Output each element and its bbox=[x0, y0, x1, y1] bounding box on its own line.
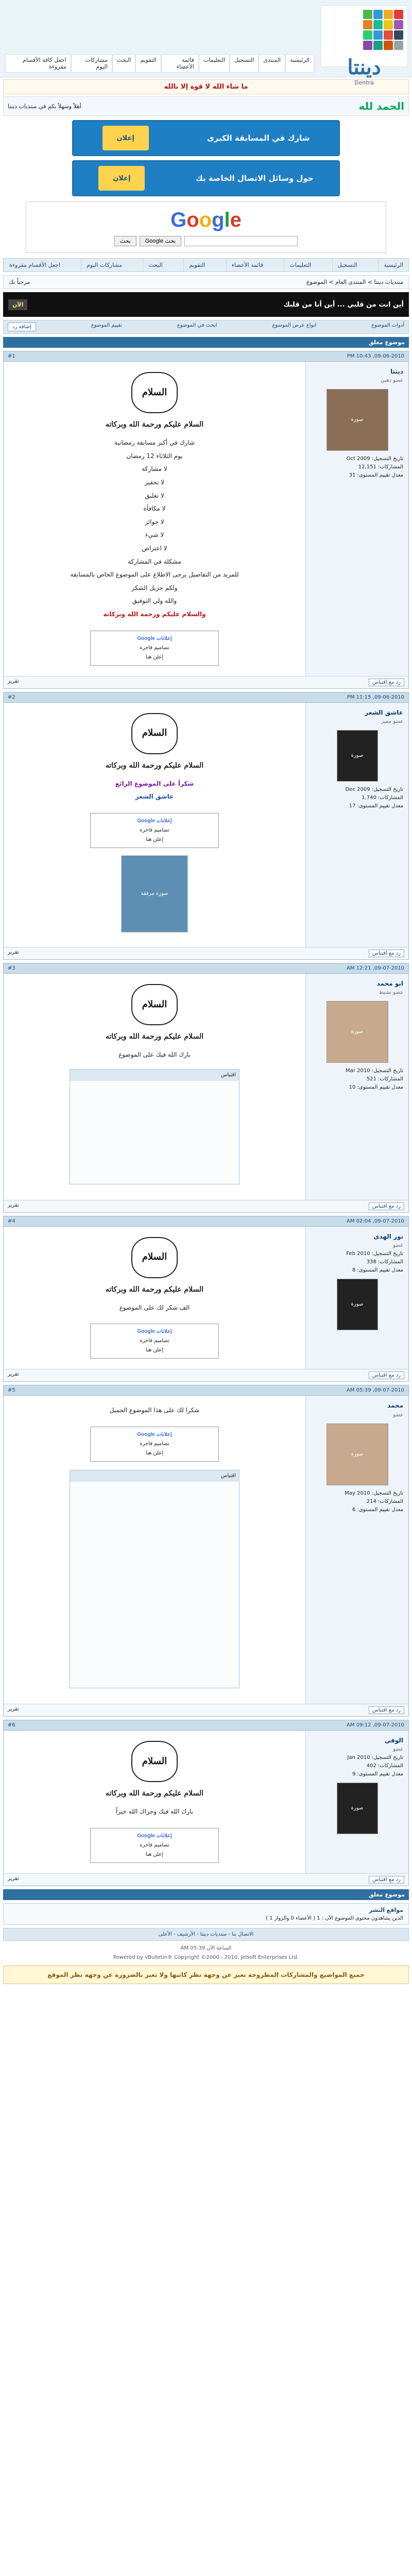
welcome-title: الحمد لله bbox=[358, 100, 404, 112]
post-footer bbox=[4, 1369, 408, 1381]
report-button[interactable]: تقرير bbox=[8, 1706, 19, 1713]
greeting: السلام عليكم ورحمة الله وبركاته bbox=[105, 1285, 204, 1294]
post-line: لا تحفيز bbox=[144, 478, 165, 486]
quote-reply-button[interactable]: رد مع اقتباس bbox=[369, 1876, 404, 1884]
post-date: 09-06-2010, 10:43 PM bbox=[347, 353, 404, 359]
ad-brand: إعلانات Google bbox=[137, 1329, 172, 1335]
user-reputation: معدل تقييم المستوى: 17 bbox=[349, 803, 403, 809]
post-line: بارك الله فيك وجزاك الله خيراً bbox=[115, 1808, 194, 1816]
ad-banner-text: شارك في المسابقة الكبرى bbox=[207, 133, 310, 143]
user-reputation: معدل تقييم المستوى: 6 bbox=[352, 1506, 403, 1513]
navbar-item[interactable]: التقويم bbox=[183, 259, 210, 272]
username[interactable]: نور الهدى bbox=[373, 1232, 403, 1240]
post-line: لا شيء bbox=[145, 531, 164, 539]
quote-header: اقتباس bbox=[70, 1070, 239, 1081]
post-footer bbox=[4, 947, 408, 959]
post-line: لا مشاركة bbox=[142, 465, 167, 473]
inline-ad[interactable] bbox=[90, 1324, 219, 1359]
quote-block bbox=[70, 1069, 239, 1184]
report-button[interactable]: تقرير bbox=[8, 1371, 19, 1378]
quote-reply-button[interactable]: رد مع اقتباس bbox=[369, 1371, 404, 1379]
header-nav-item[interactable]: مشاركات اليوم bbox=[71, 54, 112, 73]
post-line: شارك في أكبر مسابقة رمضانية bbox=[114, 439, 195, 447]
ad-brand: إعلانات Google bbox=[137, 635, 172, 641]
post bbox=[3, 963, 409, 1213]
navbar-item[interactable]: مشاركات اليوم bbox=[81, 259, 127, 272]
post-date: 09-07-2010, 02:04 AM bbox=[347, 1218, 404, 1224]
welcome-text: أهلاً وسهلاً بكم في منتديات دينتا bbox=[8, 103, 81, 110]
username[interactable]: الوفي bbox=[384, 1737, 403, 1744]
google-letter: o bbox=[199, 208, 212, 231]
ad-banner-text: حول وسائل الاتصال الخاصة بك bbox=[196, 174, 314, 183]
post-header bbox=[4, 963, 408, 974]
ad-brand: إعلانات Google bbox=[137, 818, 172, 824]
navbar-item[interactable]: قائمة الأعضاء bbox=[226, 259, 268, 272]
avatar: صورة bbox=[337, 1783, 378, 1834]
header-nav-item[interactable]: المنتدى bbox=[259, 54, 285, 73]
google-search-input[interactable] bbox=[184, 236, 298, 246]
ad-line: إعلن هنا bbox=[145, 1347, 164, 1353]
post-date: 09-07-2010, 09:12 AM bbox=[347, 1722, 404, 1728]
google-search-button[interactable]: بحث Google bbox=[140, 236, 182, 246]
ad-line: تصاميم فاخرة bbox=[140, 1842, 169, 1848]
post-footer bbox=[4, 676, 408, 688]
block-text: الذين يشاهدون محتوى الموضوع الآن : 1 ( الأعضاء 0 والزوار 1 ) bbox=[266, 1915, 403, 1921]
user-post-count: المشاركات: 214 bbox=[366, 1498, 403, 1504]
inline-ad[interactable] bbox=[90, 813, 219, 848]
post bbox=[3, 1216, 409, 1382]
post bbox=[3, 1385, 409, 1717]
thread-status-title-bottom: موضوع مغلق bbox=[3, 1889, 409, 1900]
logo-tile bbox=[384, 41, 393, 50]
breadcrumb-strip bbox=[3, 275, 409, 289]
avatar: صورة bbox=[327, 1001, 388, 1063]
logo-tile bbox=[384, 30, 393, 40]
news-ticker-time: الآن bbox=[8, 299, 27, 310]
post-line: والله ولي التوفيق bbox=[132, 597, 177, 605]
google-letter: G bbox=[170, 208, 187, 231]
logo-tile bbox=[373, 20, 383, 29]
post-number[interactable]: #1 bbox=[8, 353, 15, 359]
navbar-item[interactable]: الرئيسية bbox=[378, 259, 408, 272]
header-nav bbox=[5, 54, 314, 73]
user-join-date: تاريخ التسجيل: Dec 2009 bbox=[345, 786, 403, 792]
post-header bbox=[4, 1720, 408, 1731]
post-user-info bbox=[305, 362, 408, 676]
user-post-count: المشاركات: 12,151 bbox=[358, 464, 403, 470]
ad-logo: إعلان bbox=[98, 166, 145, 191]
post-content bbox=[4, 1731, 305, 1873]
calligraphy-image: السلام bbox=[131, 984, 178, 1025]
navbar-item[interactable]: اجعل الأقسام مقروءة bbox=[4, 259, 65, 272]
google-search-box bbox=[26, 201, 386, 253]
news-ticker-text: أين انت من قلبي ... أين أنا من قلبك bbox=[283, 300, 404, 309]
ad-line: إعلن هنا bbox=[145, 1450, 164, 1456]
user-reputation: معدل تقييم المستوى: 9 bbox=[352, 1771, 403, 1777]
post-line: لا تعليق bbox=[145, 492, 164, 499]
logo-tile bbox=[394, 30, 403, 40]
post-content bbox=[4, 974, 305, 1200]
header-nav-item[interactable]: التسجيل bbox=[230, 54, 259, 73]
user-title: عضو مميز bbox=[381, 718, 403, 724]
site-search-button[interactable]: بحث bbox=[114, 236, 136, 246]
user-join-date: تاريخ التسجيل: Jan 2010 bbox=[347, 1755, 403, 1761]
header-nav-item[interactable]: التعليمات bbox=[199, 54, 230, 73]
ad-line: إعلن هنا bbox=[145, 836, 164, 842]
disclaimer-banner: جميع المواضيع والمشاركات المطروحة تعبر عن وجهة نظر كاتبها ولا تعبر بالضرورة عن وجهة نظر الموقع bbox=[3, 1965, 409, 1984]
attached-image[interactable]: صورة مرفقة bbox=[121, 855, 188, 933]
ad-line: إعلن هنا bbox=[145, 1851, 164, 1857]
calligraphy-image: السلام bbox=[131, 1237, 178, 1278]
ad-line: إعلن هنا bbox=[145, 654, 164, 660]
post-content bbox=[4, 362, 305, 676]
header-nav-item[interactable]: التقويم bbox=[135, 54, 161, 73]
header-nav-item[interactable]: قائمة الأعضاء bbox=[161, 54, 199, 73]
google-logo bbox=[170, 209, 242, 232]
logo-tile bbox=[363, 20, 372, 29]
block-title: مواقع النشر bbox=[369, 1906, 403, 1913]
post-header bbox=[4, 351, 408, 362]
post-header bbox=[4, 1216, 408, 1227]
logo-tile bbox=[373, 10, 383, 19]
user-join-date: تاريخ التسجيل: Oct 2009 bbox=[346, 456, 403, 462]
post-user-info bbox=[305, 974, 408, 1200]
post-header bbox=[4, 692, 408, 703]
copyright bbox=[3, 1944, 409, 1962]
post-line: لا جوائز bbox=[145, 518, 164, 526]
post-date: 09-06-2010, 11:15 PM bbox=[347, 694, 404, 700]
logo-tile bbox=[384, 20, 393, 29]
navbar-item[interactable]: التعليمات bbox=[284, 259, 316, 272]
inline-ad[interactable] bbox=[90, 1828, 219, 1863]
ad-banner-1[interactable] bbox=[72, 120, 340, 156]
post-user-info bbox=[305, 1227, 408, 1369]
logo-grid bbox=[325, 10, 403, 50]
quote-reply-button[interactable]: رد مع اقتباس bbox=[369, 679, 404, 686]
logo-tile bbox=[394, 10, 403, 19]
post-body bbox=[4, 974, 408, 1200]
ad-brand: إعلانات Google bbox=[137, 1432, 172, 1438]
post bbox=[3, 1720, 409, 1886]
greeting: السلام عليكم ورحمة الله وبركاته bbox=[105, 761, 204, 770]
news-ticker bbox=[3, 292, 409, 317]
post-line: الف شكر لك على الموضوع bbox=[119, 1303, 190, 1311]
social-bookmarks-block bbox=[3, 1903, 409, 1925]
welcome-user: مرحباً بك bbox=[9, 279, 30, 285]
avatar: صورة bbox=[337, 730, 378, 782]
inline-ad[interactable] bbox=[90, 1427, 219, 1462]
quote-body bbox=[70, 1081, 239, 1184]
post-line: يوم الثلاثاء 12 رمضان bbox=[126, 452, 183, 460]
logo-subtext: Dentra bbox=[354, 79, 374, 86]
ad-banner-2[interactable] bbox=[72, 160, 340, 196]
quote-reply-button[interactable]: رد مع اقتباس bbox=[369, 1202, 404, 1210]
post-line: شكرا لك على هذا الموضوع الجميل bbox=[109, 1406, 200, 1414]
ad-line: تصاميم فاخرة bbox=[140, 827, 169, 833]
post-body bbox=[4, 362, 408, 676]
ad-line: تصاميم فاخرة bbox=[140, 1338, 169, 1344]
username[interactable]: عاشق الشعر bbox=[365, 708, 403, 716]
ad-logo: إعلان bbox=[102, 126, 149, 150]
quote-block bbox=[70, 1470, 239, 1688]
post-content bbox=[4, 703, 305, 947]
user-post-count: المشاركات: 338 bbox=[366, 1259, 403, 1265]
user-post-count: المشاركات: 402 bbox=[366, 1763, 403, 1769]
avatar: صورة bbox=[337, 1279, 378, 1330]
greeting: السلام عليكم ورحمة الله وبركاته bbox=[105, 420, 204, 429]
rate-thread-menu[interactable]: تقييم الموضوع bbox=[91, 323, 122, 328]
user-post-count: المشاركات: 1,740 bbox=[362, 794, 403, 801]
navbar-item[interactable]: البحث bbox=[143, 259, 168, 272]
display-modes-menu[interactable]: انواع عرض الموضوع bbox=[272, 323, 317, 328]
report-button[interactable]: تقرير bbox=[8, 1875, 19, 1882]
post-user-info bbox=[305, 703, 408, 947]
username[interactable]: محمد bbox=[387, 1402, 403, 1410]
site-logo[interactable] bbox=[320, 5, 408, 86]
footer-nav[interactable]: الاتصال بنا - منتديات دينتا - الأرشيف - الأعلى bbox=[3, 1928, 409, 1941]
google-letter: l bbox=[224, 208, 230, 231]
post-body bbox=[4, 1396, 408, 1704]
post-line: شكراً على الموضوع الرائع bbox=[115, 779, 194, 787]
post-line: بارك الله فيك على الموضوع bbox=[118, 1051, 191, 1059]
post-line: ولكم جزيل الشكر bbox=[131, 584, 178, 591]
post-header bbox=[4, 1385, 408, 1396]
header-nav-item[interactable]: اجعل كافة الأقسام مقروءة bbox=[5, 54, 71, 73]
logo-tile bbox=[363, 30, 372, 40]
user-reputation: معدل تقييم المستوى: 10 bbox=[349, 1084, 403, 1091]
post-number[interactable]: #3 bbox=[8, 965, 15, 971]
logo-tile bbox=[373, 30, 383, 40]
post-body bbox=[4, 1227, 408, 1369]
user-join-date: تاريخ التسجيل: May 2010 bbox=[345, 1490, 403, 1496]
site-header bbox=[0, 0, 412, 86]
post-lines bbox=[13, 437, 296, 607]
post-body bbox=[4, 1731, 408, 1873]
post-footer bbox=[4, 1200, 408, 1212]
post-date: 09-07-2010, 05:39 AM bbox=[347, 1387, 404, 1394]
post-line: مشكلة في المشاركة bbox=[128, 557, 181, 565]
logo-tile bbox=[373, 41, 383, 50]
google-letter: o bbox=[186, 208, 199, 231]
username[interactable]: ابو محمد bbox=[376, 979, 403, 987]
powered-by: Powered by vBulletin® Copyright ©2000 - 2010, Jelsoft Enterprises Ltd. bbox=[113, 1954, 299, 1960]
post-signature: عاشق الشعر bbox=[135, 793, 174, 801]
greeting: السلام عليكم ورحمة الله وبركاته bbox=[105, 1789, 204, 1798]
avatar: صورة bbox=[327, 1423, 388, 1485]
logo-tile bbox=[394, 20, 403, 29]
breadcrumb[interactable]: منتديات دينتا > المنتدى العام > الموضوع bbox=[306, 279, 403, 285]
calligraphy-image: السلام bbox=[131, 713, 178, 754]
user-title: عضو ذهبي bbox=[380, 378, 403, 384]
thread-toolbar bbox=[3, 320, 409, 334]
user-title: عضو bbox=[393, 1747, 403, 1753]
logo-tile bbox=[384, 10, 393, 19]
post-line: لا اعتراض bbox=[142, 544, 167, 552]
google-letter: e bbox=[230, 208, 242, 231]
add-reply-button[interactable]: إضافة رد bbox=[8, 323, 36, 331]
post-content bbox=[4, 1227, 305, 1369]
post-content bbox=[4, 1396, 305, 1704]
header-nav-item[interactable]: الرئيسية bbox=[285, 54, 314, 73]
user-join-date: تاريخ التسجيل: Feb 2010 bbox=[346, 1250, 403, 1257]
post-user-info bbox=[305, 1396, 408, 1704]
post-footer bbox=[4, 1704, 408, 1716]
current-time: الساعة الآن 05:39 AM bbox=[180, 1945, 232, 1951]
post-footer bbox=[4, 1873, 408, 1886]
quote-reply-button[interactable]: رد مع اقتباس bbox=[369, 1706, 404, 1714]
post bbox=[3, 351, 409, 689]
post-line: لا مكافأة bbox=[143, 505, 166, 513]
user-post-count: المشاركات: 521 bbox=[366, 1076, 403, 1082]
greeting: السلام عليكم ورحمة الله وبركاته bbox=[105, 1032, 204, 1041]
logo-tile bbox=[363, 41, 372, 50]
ad-line: تصاميم فاخرة bbox=[140, 1441, 169, 1447]
post-number[interactable]: #4 bbox=[8, 1218, 15, 1224]
forum-navbar bbox=[3, 258, 409, 272]
inline-ad[interactable] bbox=[90, 631, 219, 666]
marquee-banner: ما شاء الله لا قوة إلا بالله bbox=[3, 79, 409, 94]
closing-line: والسلام عليكم ورحمة الله وبركاته bbox=[103, 610, 206, 618]
post-line: للمزيد من التفاصيل يرجى الاطلاع على الموضوع الخاص بالمسابقة bbox=[70, 571, 239, 579]
user-reputation: معدل تقييم المستوى: 31 bbox=[349, 472, 403, 479]
post-user-info bbox=[305, 1731, 408, 1873]
welcome-bar bbox=[3, 96, 409, 116]
google-search-row bbox=[114, 236, 298, 246]
user-title: عضو bbox=[393, 1242, 403, 1248]
post-number[interactable]: #6 bbox=[8, 1722, 15, 1728]
thread-tools-menu[interactable]: أدوات الموضوع bbox=[371, 323, 404, 328]
calligraphy-image: السلام bbox=[131, 1741, 178, 1782]
avatar: صورة bbox=[327, 389, 388, 451]
logo-tile bbox=[363, 10, 372, 19]
post-body bbox=[4, 703, 408, 947]
username[interactable]: دينتا bbox=[390, 368, 403, 375]
post-number[interactable]: #2 bbox=[8, 694, 15, 700]
google-letter: g bbox=[212, 208, 225, 231]
report-button[interactable]: تقرير bbox=[8, 949, 19, 955]
post-date: 09-07-2010, 12:21 AM bbox=[347, 965, 404, 971]
user-reputation: معدل تقييم المستوى: 8 bbox=[352, 1267, 403, 1273]
post bbox=[3, 692, 409, 960]
user-title: عضو نشيط bbox=[379, 990, 403, 996]
header-nav-item[interactable]: البحث bbox=[112, 54, 136, 73]
user-join-date: تاريخ التسجيل: Mar 2010 bbox=[346, 1068, 403, 1074]
logo-tile bbox=[394, 41, 403, 50]
calligraphy-image: السلام bbox=[131, 372, 178, 413]
thread-status-title: موضوع مغلق bbox=[3, 337, 409, 348]
quote-reply-button[interactable]: رد مع اقتباس bbox=[369, 950, 404, 957]
ad-brand: إعلانات Google bbox=[137, 1833, 172, 1839]
report-button[interactable]: تقرير bbox=[8, 678, 19, 684]
user-title: عضو bbox=[393, 1412, 403, 1418]
quote-body bbox=[70, 1482, 239, 1688]
quote-header: اقتباس bbox=[70, 1470, 239, 1482]
thread-search-menu[interactable]: ابحث في الموضوع bbox=[177, 323, 217, 328]
logo-text: دينتا bbox=[347, 55, 381, 79]
ad-line: تصاميم فاخرة bbox=[140, 645, 169, 651]
report-button[interactable]: تقرير bbox=[8, 1202, 19, 1208]
post-number[interactable]: #5 bbox=[8, 1387, 15, 1394]
navbar-item[interactable]: التسجيل bbox=[332, 259, 363, 272]
